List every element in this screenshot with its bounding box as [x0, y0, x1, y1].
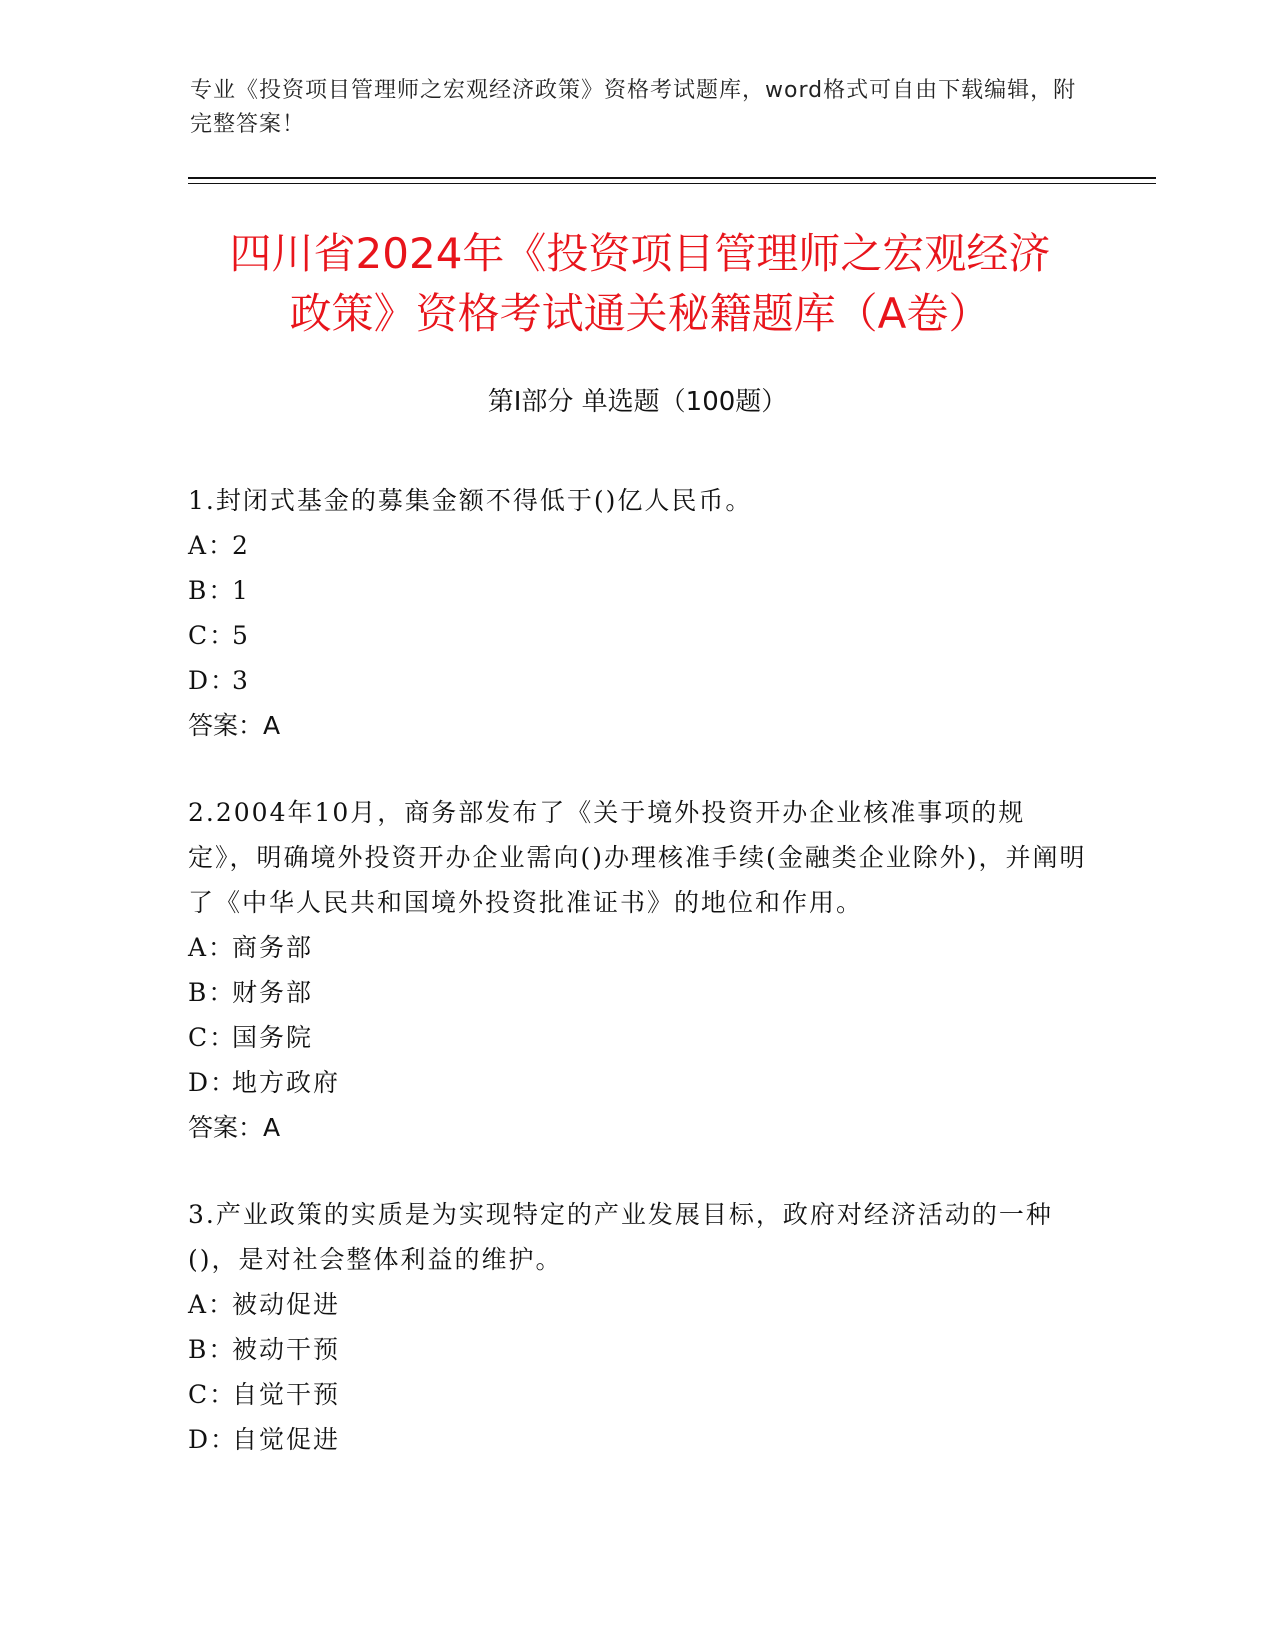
question-text: 1.封闭式基金的募集金额不得低于()亿人民币。: [188, 486, 753, 515]
option-key: A：: [188, 933, 236, 962]
option-key: A：: [188, 531, 236, 560]
question-text: 2.2004年10月，商务部发布了《关于境外投资开办企业核准事项的规定》，明确境外投资开办企业需向()办理核准手续(金融类企业除外)，并阐明了《中华人民共和国境外投资批准证书》的地位和作用。: [188, 798, 1087, 917]
option-value: 国务院: [232, 1023, 314, 1052]
question-3: [188, 1192, 1088, 1462]
option-value: 1: [232, 576, 250, 605]
option-a: [188, 523, 1088, 568]
answer: 答案：A: [188, 711, 281, 740]
option-b: [188, 568, 1088, 613]
option-value: 5: [232, 621, 250, 650]
header-divider-thick: [188, 177, 1156, 179]
option-key: D：: [188, 1068, 238, 1097]
title-line-2: 政策》资格考试通关秘籍题库（A卷）: [289, 289, 991, 338]
option-value: 商务部: [232, 933, 314, 962]
option-key: D：: [188, 1425, 238, 1454]
header-divider-thin: [188, 183, 1156, 184]
option-key: C：: [188, 1380, 237, 1409]
option-c: [188, 1015, 1088, 1060]
option-value: 地方政府: [232, 1068, 341, 1097]
option-a: [188, 925, 1088, 970]
option-d: [188, 1060, 1088, 1105]
option-value: 财务部: [232, 978, 314, 1007]
option-value: 自觉促进: [232, 1425, 341, 1454]
option-value: 2: [232, 531, 250, 560]
question-1: [188, 478, 1088, 748]
answer: 答案：A: [188, 1113, 281, 1142]
option-key: C：: [188, 1023, 237, 1052]
option-key: C：: [188, 621, 237, 650]
question-text: 3.产业政策的实质是为实现特定的产业发展目标，政府对经济活动的一种()，是对社会整体利益的维护。: [188, 1200, 1053, 1274]
title-line-1: 四川省2024年《投资项目管理师之宏观经济: [229, 229, 1051, 278]
question-2: [188, 790, 1088, 1150]
header-note: 专业《投资项目管理师之宏观经济政策》资格考试题库，word格式可自由下载编辑，附完整答案！: [190, 78, 1077, 137]
option-key: B：: [188, 576, 236, 605]
option-b: [188, 970, 1088, 1015]
document-title: [180, 224, 1100, 344]
option-key: D：: [188, 666, 238, 695]
option-d: [188, 658, 1088, 703]
option-key: B：: [188, 1335, 236, 1364]
option-d: [188, 1417, 1088, 1462]
option-b: [188, 1327, 1088, 1372]
option-c: [188, 1372, 1088, 1417]
option-key: A：: [188, 1290, 236, 1319]
option-c: [188, 613, 1088, 658]
option-key: B：: [188, 978, 236, 1007]
option-value: 被动促进: [232, 1290, 341, 1319]
option-value: 3: [232, 666, 250, 695]
option-a: [188, 1282, 1088, 1327]
question-list: [188, 478, 1088, 1504]
option-value: 自觉干预: [232, 1380, 341, 1409]
section-heading: 第Ⅰ部分 单选题（100题）: [487, 387, 788, 417]
option-value: 被动干预: [232, 1335, 341, 1364]
